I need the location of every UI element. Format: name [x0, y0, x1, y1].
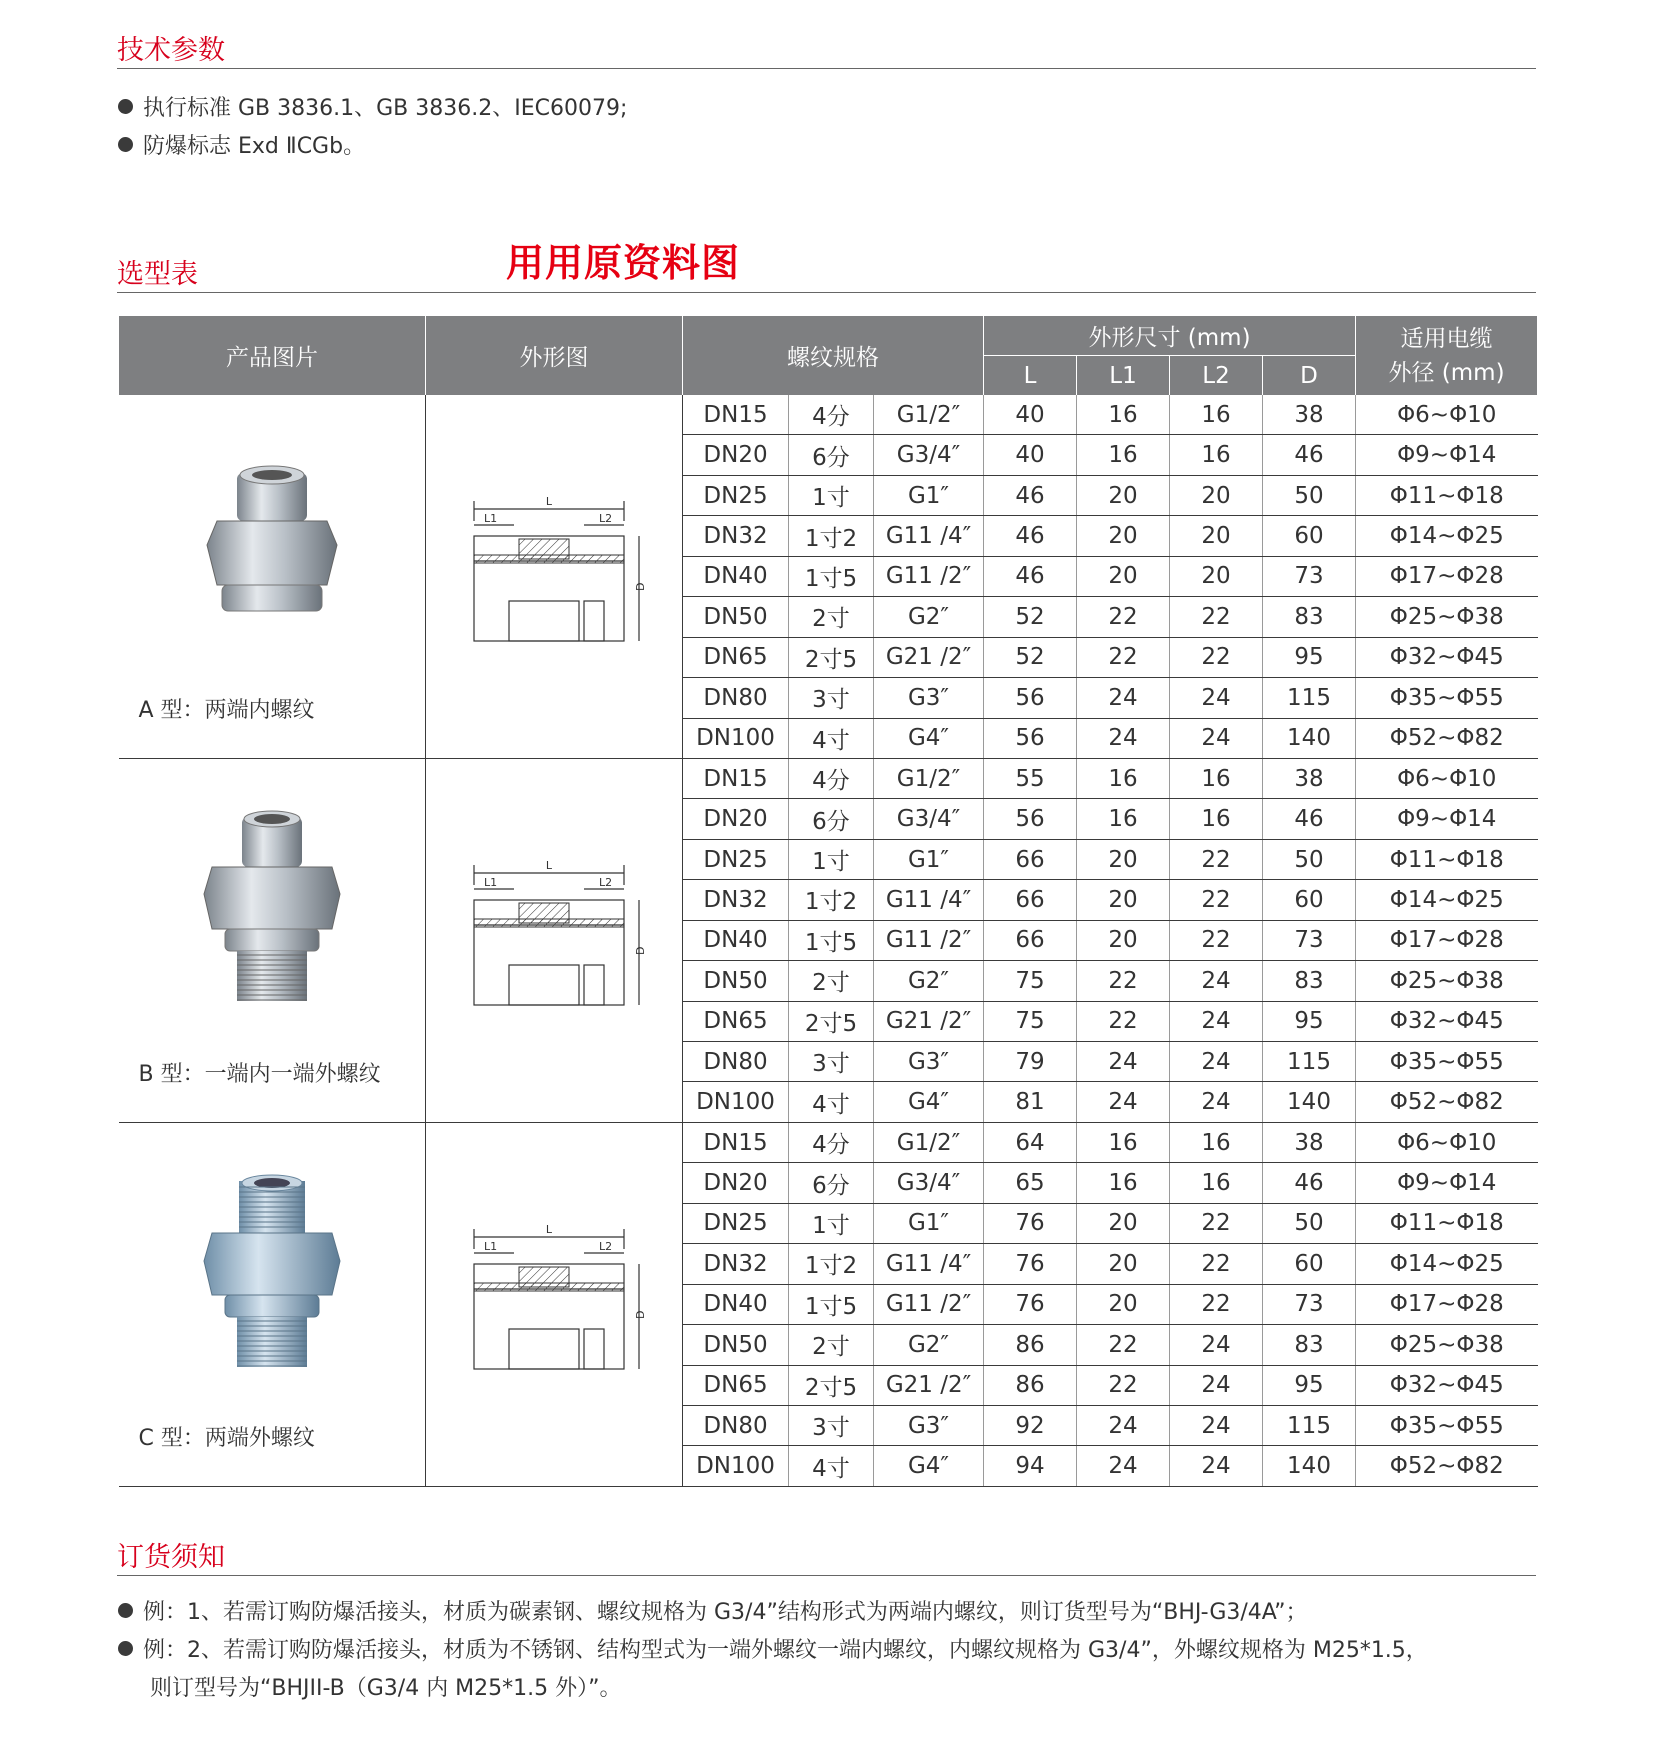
cell-D: 46 [1263, 1163, 1356, 1203]
cell-dn: DN80 [683, 1405, 789, 1445]
svg-text:L1: L1 [484, 1240, 498, 1254]
section-title-order: 订货须知 [117, 1542, 225, 1573]
cell-thread: G3/4″ [874, 1163, 984, 1203]
cell-L2: 22 [1170, 1203, 1263, 1243]
cell-thread: G1/2″ [874, 758, 984, 798]
cell-L1: 24 [1077, 678, 1170, 718]
bullet-icon [118, 1603, 133, 1618]
cell-L1: 20 [1077, 475, 1170, 515]
cell-dn: DN80 [683, 678, 789, 718]
cell-size: 2寸5 [789, 637, 874, 677]
product-image-cell [119, 1122, 426, 1486]
cell-L: 52 [984, 597, 1077, 637]
cell-size: 1寸5 [789, 920, 874, 960]
order-bullet-1: 例：1、若需订购防爆活接头，材质为碳素钢、螺纹规格为 G3/4”结构形式为两端内螺纹，则订货型号为“BHJ-G3/4A”； [118, 1595, 1308, 1626]
cell-dn: DN65 [683, 1365, 789, 1405]
cell-dn: DN40 [683, 920, 789, 960]
section-title-selection: 选型表 [117, 259, 198, 290]
cell-dn: DN50 [683, 961, 789, 1001]
cell-L1: 20 [1077, 880, 1170, 920]
cell-L: 56 [984, 718, 1077, 758]
cell-size: 3寸 [789, 1405, 874, 1445]
cell-cable-od: Φ35~Φ55 [1356, 1042, 1538, 1082]
cell-cable-od: Φ35~Φ55 [1356, 678, 1538, 718]
cell-thread: G1″ [874, 1203, 984, 1243]
cell-L1: 24 [1077, 718, 1170, 758]
cell-D: 50 [1263, 475, 1356, 515]
cell-size: 1寸 [789, 1203, 874, 1243]
outline-drawing-icon [454, 491, 654, 661]
cell-L: 76 [984, 1284, 1077, 1324]
cell-L2: 22 [1170, 1284, 1263, 1324]
cell-size: 3寸 [789, 1042, 874, 1082]
cell-L: 86 [984, 1365, 1077, 1405]
cell-D: 115 [1263, 1405, 1356, 1445]
cell-L2: 24 [1170, 961, 1263, 1001]
cell-L: 40 [984, 395, 1077, 435]
tech-bullet-1: 执行标准 GB 3836.1、GB 3836.2、IEC60079; [118, 91, 627, 122]
cell-D: 95 [1263, 637, 1356, 677]
cell-dn: DN32 [683, 1244, 789, 1284]
cell-L: 64 [984, 1122, 1077, 1162]
cell-L2: 22 [1170, 597, 1263, 637]
cell-L2: 22 [1170, 839, 1263, 879]
cell-L2: 16 [1170, 435, 1263, 475]
cell-cable-od: Φ52~Φ82 [1356, 718, 1538, 758]
cell-L1: 20 [1077, 1203, 1170, 1243]
cell-cable-od: Φ11~Φ18 [1356, 1203, 1538, 1243]
cell-L: 75 [984, 961, 1077, 1001]
cell-L1: 16 [1077, 758, 1170, 798]
cell-D: 140 [1263, 1446, 1356, 1486]
cell-L: 81 [984, 1082, 1077, 1122]
cell-L2: 24 [1170, 1405, 1263, 1445]
cell-L: 66 [984, 880, 1077, 920]
svg-text:L1: L1 [484, 512, 498, 526]
cell-L2: 22 [1170, 637, 1263, 677]
cell-thread: G11 /4″ [874, 880, 984, 920]
cell-cable-od: Φ32~Φ45 [1356, 637, 1538, 677]
cell-dn: DN40 [683, 1284, 789, 1324]
cell-dn: DN65 [683, 637, 789, 677]
tech-bullet-2: 防爆标志 Exd ⅡCGb。 [118, 129, 365, 160]
cell-cable-od: Φ17~Φ28 [1356, 556, 1538, 596]
cell-size: 1寸 [789, 839, 874, 879]
type-label: B 型：一端内一端外螺纹 [138, 1061, 381, 1087]
cell-L2: 16 [1170, 395, 1263, 435]
cell-thread: G1/2″ [874, 1122, 984, 1162]
cell-thread: G11 /2″ [874, 556, 984, 596]
svg-text:L2: L2 [599, 1240, 613, 1254]
cell-D: 38 [1263, 1122, 1356, 1162]
cell-thread: G1″ [874, 475, 984, 515]
type-label: C 型：两端外螺纹 [138, 1425, 315, 1451]
order-bullet-2: 例：2、若需订购防爆活接头，材质为不锈钢、结构型式为一端外螺纹一端内螺纹，内螺纹规格为 G3/4”，外螺纹规格为 M25*1.5， [118, 1633, 1428, 1664]
header-cable: 适用电缆 外径 (mm) [1356, 316, 1538, 395]
bullet-icon [118, 137, 133, 152]
cell-cable-od: Φ32~Φ45 [1356, 1001, 1538, 1041]
cell-cable-od: Φ32~Φ45 [1356, 1365, 1538, 1405]
cell-size: 1寸 [789, 475, 874, 515]
section-divider [117, 68, 1536, 69]
cell-L: 92 [984, 1405, 1077, 1445]
cell-thread: G11 /4″ [874, 1244, 984, 1284]
cell-thread: G21 /2″ [874, 1365, 984, 1405]
cell-L2: 16 [1170, 1163, 1263, 1203]
outline-drawing-cell [426, 395, 683, 758]
svg-text:D: D [634, 582, 647, 592]
cell-D: 60 [1263, 516, 1356, 556]
cell-size: 4寸 [789, 1446, 874, 1486]
cell-L: 65 [984, 1163, 1077, 1203]
cell-size: 4分 [789, 758, 874, 798]
cell-size: 2寸5 [789, 1365, 874, 1405]
cell-size: 1寸5 [789, 1284, 874, 1324]
cell-L: 55 [984, 758, 1077, 798]
cell-size: 1寸2 [789, 880, 874, 920]
cell-L2: 16 [1170, 1122, 1263, 1162]
outline-drawing-cell [426, 1122, 683, 1486]
cell-size: 1寸5 [789, 556, 874, 596]
cell-cable-od: Φ6~Φ10 [1356, 395, 1538, 435]
header-L1: L1 [1077, 356, 1170, 396]
cell-D: 73 [1263, 556, 1356, 596]
cell-L1: 16 [1077, 799, 1170, 839]
cell-cable-od: Φ11~Φ18 [1356, 475, 1538, 515]
cell-L2: 20 [1170, 556, 1263, 596]
cell-cable-od: Φ25~Φ38 [1356, 597, 1538, 637]
cell-L2: 20 [1170, 475, 1263, 515]
cell-L1: 24 [1077, 1446, 1170, 1486]
cell-dn: DN25 [683, 475, 789, 515]
cell-L1: 16 [1077, 395, 1170, 435]
cell-D: 83 [1263, 597, 1356, 637]
cell-cable-od: Φ9~Φ14 [1356, 799, 1538, 839]
table-row [119, 395, 1538, 435]
cell-size: 6分 [789, 799, 874, 839]
header-product-image: 产品图片 [119, 316, 426, 395]
header-L2: L2 [1170, 356, 1263, 396]
cell-dn: DN20 [683, 799, 789, 839]
cell-cable-od: Φ14~Φ25 [1356, 1244, 1538, 1284]
cell-thread: G3/4″ [874, 799, 984, 839]
cell-L2: 16 [1170, 758, 1263, 798]
cell-L1: 20 [1077, 839, 1170, 879]
cell-L: 52 [984, 637, 1077, 677]
bullet-icon [118, 99, 133, 114]
cell-dn: DN20 [683, 1163, 789, 1203]
cell-L: 46 [984, 516, 1077, 556]
svg-text:L: L [545, 859, 553, 873]
cell-L2: 24 [1170, 1082, 1263, 1122]
cell-L: 46 [984, 475, 1077, 515]
cell-L: 56 [984, 799, 1077, 839]
cell-cable-od: Φ14~Φ25 [1356, 880, 1538, 920]
cell-L1: 22 [1077, 1325, 1170, 1365]
cell-L: 75 [984, 1001, 1077, 1041]
cell-L2: 20 [1170, 516, 1263, 556]
header-outline: 外形图 [426, 316, 683, 395]
svg-text:L: L [545, 1223, 553, 1237]
cell-L1: 20 [1077, 516, 1170, 556]
cell-D: 140 [1263, 1082, 1356, 1122]
cell-D: 83 [1263, 1325, 1356, 1365]
cell-thread: G11 /4″ [874, 516, 984, 556]
cell-L2: 22 [1170, 920, 1263, 960]
cell-dn: DN15 [683, 395, 789, 435]
header-L: L [984, 356, 1077, 396]
cell-L: 66 [984, 920, 1077, 960]
cell-dn: DN100 [683, 1446, 789, 1486]
product-image-cell [119, 395, 426, 758]
outline-drawing-icon [454, 855, 654, 1025]
cell-thread: G11 /2″ [874, 1284, 984, 1324]
cell-size: 2寸 [789, 961, 874, 1001]
cell-dn: DN25 [683, 1203, 789, 1243]
cell-thread: G1″ [874, 839, 984, 879]
cell-D: 38 [1263, 395, 1356, 435]
cell-cable-od: Φ52~Φ82 [1356, 1082, 1538, 1122]
cell-L2: 24 [1170, 678, 1263, 718]
cell-L2: 24 [1170, 1446, 1263, 1486]
product-image-cell [119, 758, 426, 1122]
header-dimensions: 外形尺寸 (mm) [984, 316, 1356, 356]
cell-L1: 24 [1077, 1405, 1170, 1445]
cell-cable-od: Φ17~Φ28 [1356, 1284, 1538, 1324]
header-thread: 螺纹规格 [683, 316, 984, 395]
cell-thread: G2″ [874, 1325, 984, 1365]
bullet-icon [118, 1641, 133, 1656]
cell-size: 4寸 [789, 1082, 874, 1122]
product-photo [197, 1173, 347, 1379]
cell-thread: G2″ [874, 597, 984, 637]
cell-dn: DN100 [683, 718, 789, 758]
cell-size: 4寸 [789, 718, 874, 758]
cell-D: 83 [1263, 961, 1356, 1001]
type-label: A 型：两端内螺纹 [138, 697, 315, 723]
outline-drawing-icon [454, 1219, 654, 1389]
cell-cable-od: Φ6~Φ10 [1356, 1122, 1538, 1162]
cell-cable-od: Φ11~Φ18 [1356, 839, 1538, 879]
cell-L: 79 [984, 1042, 1077, 1082]
cell-L2: 16 [1170, 799, 1263, 839]
cell-L1: 16 [1077, 435, 1170, 475]
cell-cable-od: Φ9~Φ14 [1356, 1163, 1538, 1203]
fitting-photo-icon [197, 809, 347, 1009]
table-row [119, 1122, 1538, 1162]
cell-cable-od: Φ9~Φ14 [1356, 435, 1538, 475]
cell-D: 38 [1263, 758, 1356, 798]
order-bullet-2-continued: 则订型号为“BHJII-B（G3/4 内 M25*1.5 外）”。 [150, 1676, 622, 1701]
cell-L1: 20 [1077, 920, 1170, 960]
selection-table [118, 316, 1538, 1487]
svg-text:L: L [545, 495, 553, 509]
fitting-photo-icon [197, 1173, 347, 1373]
cell-D: 95 [1263, 1365, 1356, 1405]
cell-dn: DN15 [683, 758, 789, 798]
cell-thread: G3″ [874, 1042, 984, 1082]
cell-thread: G21 /2″ [874, 1001, 984, 1041]
cell-size: 1寸2 [789, 1244, 874, 1284]
product-photo [197, 809, 347, 1015]
cell-cable-od: Φ14~Φ25 [1356, 516, 1538, 556]
cell-size: 6分 [789, 1163, 874, 1203]
cell-thread: G2″ [874, 961, 984, 1001]
cell-L: 56 [984, 678, 1077, 718]
cell-L2: 24 [1170, 1042, 1263, 1082]
cell-L1: 22 [1077, 597, 1170, 637]
cell-L: 40 [984, 435, 1077, 475]
cell-size: 2寸5 [789, 1001, 874, 1041]
cell-D: 50 [1263, 839, 1356, 879]
cell-D: 60 [1263, 1244, 1356, 1284]
cell-thread: G21 /2″ [874, 637, 984, 677]
cell-D: 115 [1263, 678, 1356, 718]
cell-L1: 16 [1077, 1163, 1170, 1203]
cell-D: 60 [1263, 880, 1356, 920]
cell-dn: DN80 [683, 1042, 789, 1082]
cell-L: 46 [984, 556, 1077, 596]
cell-size: 3寸 [789, 678, 874, 718]
cell-D: 50 [1263, 1203, 1356, 1243]
cell-L2: 22 [1170, 1244, 1263, 1284]
cell-cable-od: Φ17~Φ28 [1356, 920, 1538, 960]
cell-dn: DN25 [683, 839, 789, 879]
cell-thread: G1/2″ [874, 395, 984, 435]
cell-L: 76 [984, 1203, 1077, 1243]
cell-L1: 20 [1077, 556, 1170, 596]
cell-dn: DN50 [683, 1325, 789, 1365]
cell-D: 115 [1263, 1042, 1356, 1082]
cell-dn: DN32 [683, 516, 789, 556]
svg-text:L2: L2 [599, 512, 613, 526]
cell-dn: DN40 [683, 556, 789, 596]
cell-dn: DN100 [683, 1082, 789, 1122]
cell-D: 73 [1263, 920, 1356, 960]
svg-text:D: D [634, 1310, 647, 1320]
cell-cable-od: Φ25~Φ38 [1356, 961, 1538, 1001]
cell-L: 76 [984, 1244, 1077, 1284]
svg-text:L1: L1 [484, 876, 498, 890]
cell-cable-od: Φ25~Φ38 [1356, 1325, 1538, 1365]
cell-L: 94 [984, 1446, 1077, 1486]
cell-size: 4分 [789, 395, 874, 435]
cell-D: 95 [1263, 1001, 1356, 1041]
cell-L1: 22 [1077, 961, 1170, 1001]
cell-thread: G3″ [874, 678, 984, 718]
cell-L1: 22 [1077, 637, 1170, 677]
cell-thread: G3/4″ [874, 435, 984, 475]
section-divider [117, 292, 1536, 293]
fitting-photo-icon [197, 465, 347, 625]
cell-L2: 24 [1170, 1325, 1263, 1365]
cell-L1: 22 [1077, 1001, 1170, 1041]
cell-dn: DN50 [683, 597, 789, 637]
product-photo [197, 465, 347, 631]
section-divider [117, 1575, 1536, 1576]
cell-thread: G4″ [874, 1082, 984, 1122]
cell-dn: DN65 [683, 1001, 789, 1041]
cell-L1: 20 [1077, 1244, 1170, 1284]
cell-L2: 22 [1170, 880, 1263, 920]
cell-D: 140 [1263, 718, 1356, 758]
cell-L: 66 [984, 839, 1077, 879]
cell-L1: 24 [1077, 1042, 1170, 1082]
cell-dn: DN20 [683, 435, 789, 475]
svg-text:L2: L2 [599, 876, 613, 890]
cell-D: 46 [1263, 435, 1356, 475]
cell-thread: G11 /2″ [874, 920, 984, 960]
cell-L1: 20 [1077, 1284, 1170, 1324]
cell-L1: 22 [1077, 1365, 1170, 1405]
cell-size: 2寸 [789, 597, 874, 637]
cell-cable-od: Φ52~Φ82 [1356, 1446, 1538, 1486]
cell-cable-od: Φ35~Φ55 [1356, 1405, 1538, 1445]
cell-L1: 24 [1077, 1082, 1170, 1122]
svg-text:D: D [634, 946, 647, 956]
cell-cable-od: Φ6~Φ10 [1356, 758, 1538, 798]
overlay-note: 用用原资料图 [506, 241, 741, 285]
cell-dn: DN15 [683, 1122, 789, 1162]
cell-size: 1寸2 [789, 516, 874, 556]
cell-size: 4分 [789, 1122, 874, 1162]
cell-thread: G4″ [874, 1446, 984, 1486]
cell-D: 73 [1263, 1284, 1356, 1324]
outline-drawing-cell [426, 758, 683, 1122]
cell-L2: 24 [1170, 1365, 1263, 1405]
table-row [119, 758, 1538, 798]
cell-thread: G3″ [874, 1405, 984, 1445]
cell-L2: 24 [1170, 718, 1263, 758]
section-title-tech: 技术参数 [117, 35, 225, 66]
header-D: D [1263, 356, 1356, 396]
cell-L: 86 [984, 1325, 1077, 1365]
cell-size: 2寸 [789, 1325, 874, 1365]
cell-thread: G4″ [874, 718, 984, 758]
cell-L1: 16 [1077, 1122, 1170, 1162]
cell-dn: DN32 [683, 880, 789, 920]
cell-D: 46 [1263, 799, 1356, 839]
cell-size: 6分 [789, 435, 874, 475]
cell-L2: 24 [1170, 1001, 1263, 1041]
